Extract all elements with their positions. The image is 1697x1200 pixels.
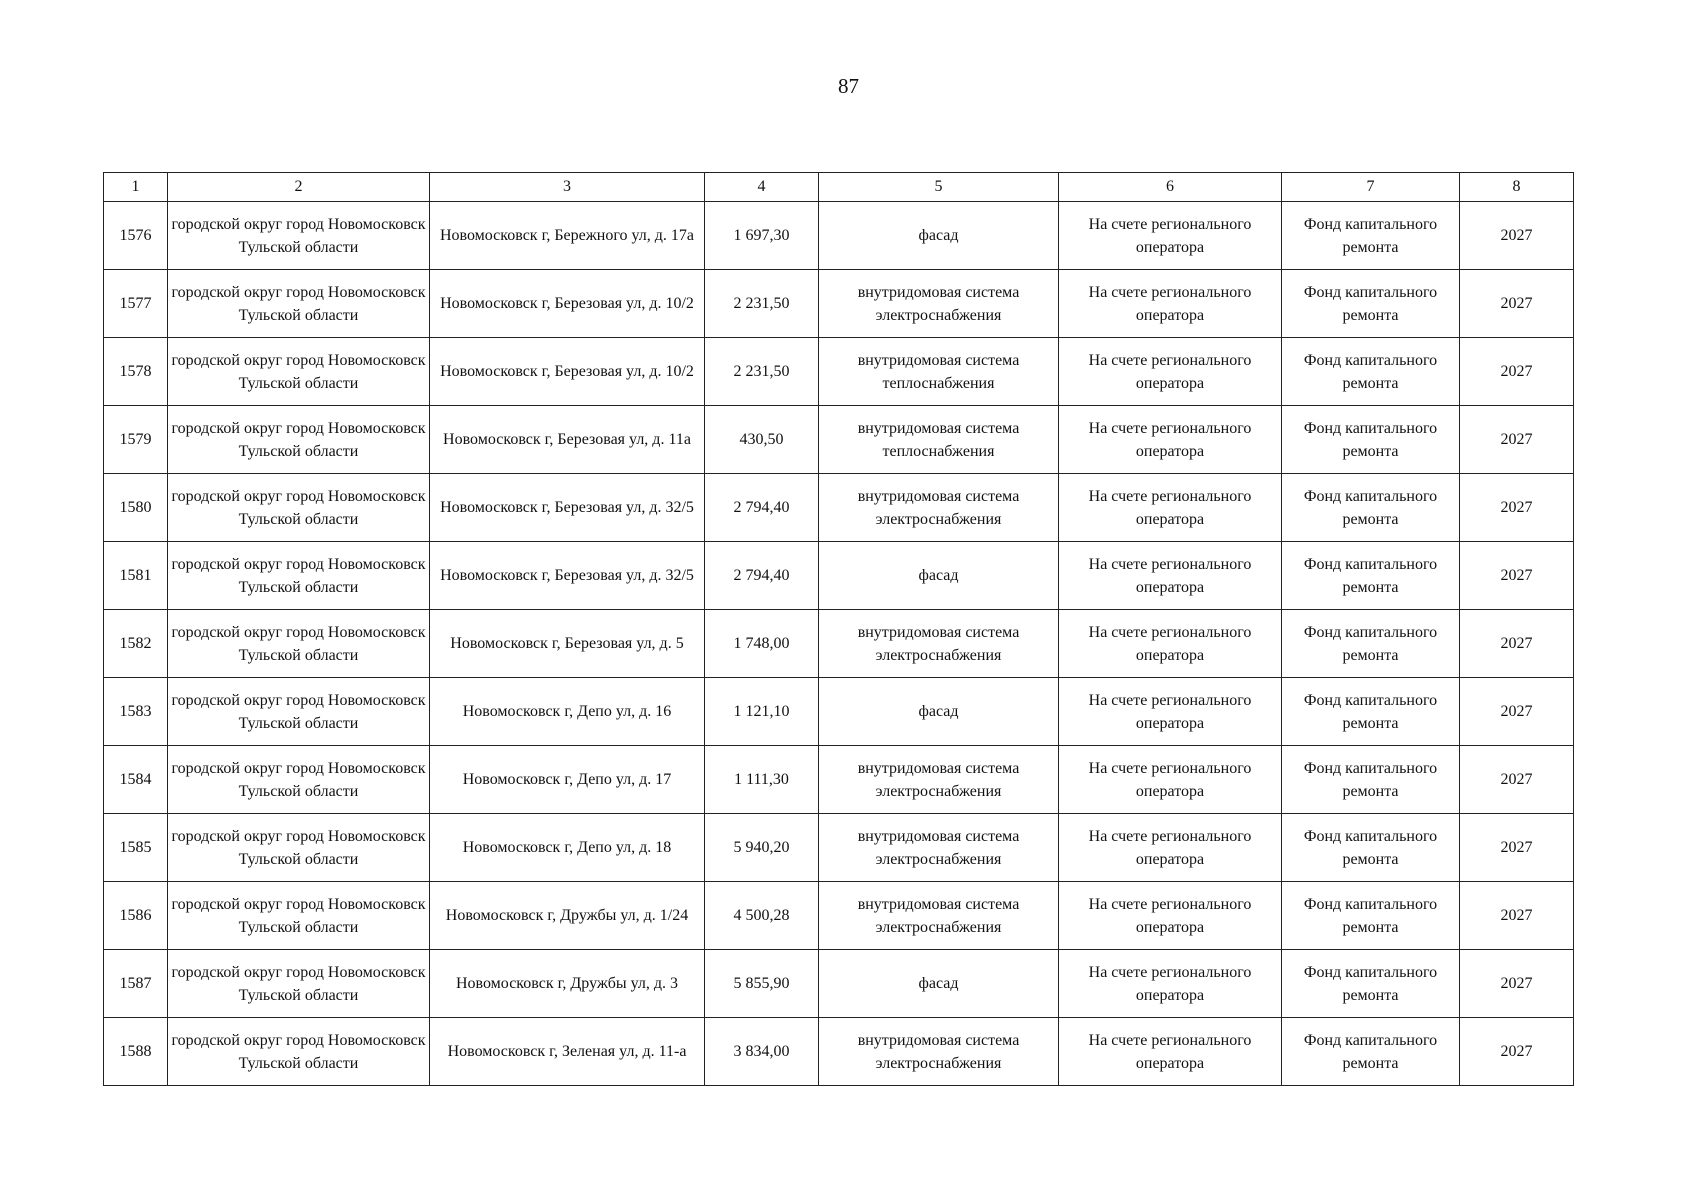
cell-row-number: 1586 (104, 882, 168, 950)
cell-area: 2 794,40 (705, 474, 819, 542)
cell-fund-account: На счете регионального оператора (1059, 746, 1282, 814)
cell-municipality: городской округ город Новомосковск Тульской области (168, 950, 430, 1018)
cell-area: 1 111,30 (705, 746, 819, 814)
cell-fund-account: На счете регионального оператора (1059, 814, 1282, 882)
cell-year: 2027 (1460, 542, 1574, 610)
cell-year: 2027 (1460, 882, 1574, 950)
cell-fund-account: На счете регионального оператора (1059, 542, 1282, 610)
col-header-1: 1 (104, 173, 168, 202)
cell-work-type: внутридомовая система теплоснабжения (819, 406, 1059, 474)
cell-area: 430,50 (705, 406, 819, 474)
cell-work-type: фасад (819, 950, 1059, 1018)
cell-row-number: 1576 (104, 202, 168, 270)
cell-municipality: городской округ город Новомосковск Тульской области (168, 882, 430, 950)
col-header-7: 7 (1282, 173, 1460, 202)
cell-row-number: 1580 (104, 474, 168, 542)
table-row (104, 746, 1574, 814)
cell-row-number: 1581 (104, 542, 168, 610)
cell-address: Новомосковск г, Бережного ул, д. 17а (430, 202, 705, 270)
cell-work-type: внутридомовая система электроснабжения (819, 882, 1059, 950)
cell-area: 4 500,28 (705, 882, 819, 950)
table-row (104, 474, 1574, 542)
cell-year: 2027 (1460, 338, 1574, 406)
cell-municipality: городской округ город Новомосковск Тульской области (168, 610, 430, 678)
cell-year: 2027 (1460, 678, 1574, 746)
cell-fund-account: На счете регионального оператора (1059, 270, 1282, 338)
cell-fund-account: На счете регионального оператора (1059, 406, 1282, 474)
cell-work-type: внутридомовая система электроснабжения (819, 746, 1059, 814)
cell-row-number: 1583 (104, 678, 168, 746)
cell-funding-source: Фонд капитального ремонта (1282, 338, 1460, 406)
col-header-6: 6 (1059, 173, 1282, 202)
cell-area: 1 121,10 (705, 678, 819, 746)
table-row (104, 610, 1574, 678)
cell-year: 2027 (1460, 202, 1574, 270)
cell-municipality: городской округ город Новомосковск Тульской области (168, 338, 430, 406)
table-row (104, 882, 1574, 950)
cell-funding-source: Фонд капитального ремонта (1282, 746, 1460, 814)
cell-fund-account: На счете регионального оператора (1059, 474, 1282, 542)
cell-address: Новомосковск г, Депо ул, д. 16 (430, 678, 705, 746)
cell-year: 2027 (1460, 406, 1574, 474)
table-row (104, 338, 1574, 406)
col-header-4: 4 (705, 173, 819, 202)
cell-municipality: городской округ город Новомосковск Тульской области (168, 474, 430, 542)
cell-fund-account: На счете регионального оператора (1059, 678, 1282, 746)
cell-area: 1 697,30 (705, 202, 819, 270)
cell-row-number: 1579 (104, 406, 168, 474)
cell-year: 2027 (1460, 814, 1574, 882)
cell-funding-source: Фонд капитального ремонта (1282, 406, 1460, 474)
capital-repair-table (103, 172, 1574, 1086)
cell-funding-source: Фонд капитального ремонта (1282, 270, 1460, 338)
header-row (104, 173, 1574, 202)
table-row (104, 202, 1574, 270)
cell-address: Новомосковск г, Березовая ул, д. 5 (430, 610, 705, 678)
cell-fund-account: На счете регионального оператора (1059, 610, 1282, 678)
table-row (104, 950, 1574, 1018)
cell-row-number: 1582 (104, 610, 168, 678)
cell-municipality: городской округ город Новомосковск Тульской области (168, 542, 430, 610)
cell-fund-account: На счете регионального оператора (1059, 882, 1282, 950)
cell-address: Новомосковск г, Березовая ул, д. 10/2 (430, 270, 705, 338)
cell-address: Новомосковск г, Березовая ул, д. 32/5 (430, 542, 705, 610)
cell-address: Новомосковск г, Дружбы ул, д. 3 (430, 950, 705, 1018)
cell-year: 2027 (1460, 474, 1574, 542)
cell-municipality: городской округ город Новомосковск Тульской области (168, 270, 430, 338)
cell-funding-source: Фонд капитального ремонта (1282, 882, 1460, 950)
col-header-5: 5 (819, 173, 1059, 202)
cell-funding-source: Фонд капитального ремонта (1282, 542, 1460, 610)
table-row (104, 270, 1574, 338)
col-header-3: 3 (430, 173, 705, 202)
cell-address: Новомосковск г, Дружбы ул, д. 1/24 (430, 882, 705, 950)
cell-row-number: 1584 (104, 746, 168, 814)
cell-address: Новомосковск г, Депо ул, д. 18 (430, 814, 705, 882)
cell-area: 5 855,90 (705, 950, 819, 1018)
cell-fund-account: На счете регионального оператора (1059, 202, 1282, 270)
cell-area: 1 748,00 (705, 610, 819, 678)
cell-municipality: городской округ город Новомосковск Тульской области (168, 202, 430, 270)
cell-area: 2 231,50 (705, 270, 819, 338)
cell-year: 2027 (1460, 746, 1574, 814)
cell-row-number: 1587 (104, 950, 168, 1018)
cell-address: Новомосковск г, Березовая ул, д. 10/2 (430, 338, 705, 406)
cell-funding-source: Фонд капитального ремонта (1282, 950, 1460, 1018)
cell-work-type: внутридомовая система электроснабжения (819, 610, 1059, 678)
cell-fund-account: На счете регионального оператора (1059, 338, 1282, 406)
cell-municipality: городской округ город Новомосковск Тульской области (168, 746, 430, 814)
cell-municipality: городской округ город Новомосковск Тульской области (168, 406, 430, 474)
cell-work-type: фасад (819, 542, 1059, 610)
table-row (104, 814, 1574, 882)
table-row (104, 678, 1574, 746)
cell-address: Новомосковск г, Депо ул, д. 17 (430, 746, 705, 814)
cell-year: 2027 (1460, 610, 1574, 678)
table-row (104, 1018, 1574, 1086)
cell-funding-source: Фонд капитального ремонта (1282, 474, 1460, 542)
cell-area: 2 794,40 (705, 542, 819, 610)
cell-work-type: внутридомовая система электроснабжения (819, 270, 1059, 338)
cell-work-type: внутридомовая система электроснабжения (819, 814, 1059, 882)
cell-area: 3 834,00 (705, 1018, 819, 1086)
cell-area: 2 231,50 (705, 338, 819, 406)
cell-work-type: внутридомовая система теплоснабжения (819, 338, 1059, 406)
cell-area: 5 940,20 (705, 814, 819, 882)
cell-funding-source: Фонд капитального ремонта (1282, 1018, 1460, 1086)
cell-year: 2027 (1460, 950, 1574, 1018)
cell-work-type: внутридомовая система электроснабжения (819, 1018, 1059, 1086)
cell-address: Новомосковск г, Березовая ул, д. 32/5 (430, 474, 705, 542)
table-row (104, 542, 1574, 610)
cell-year: 2027 (1460, 1018, 1574, 1086)
table-row (104, 406, 1574, 474)
cell-work-type: фасад (819, 202, 1059, 270)
cell-work-type: внутридомовая система электроснабжения (819, 474, 1059, 542)
col-header-8: 8 (1460, 173, 1574, 202)
cell-municipality: городской округ город Новомосковск Тульской области (168, 678, 430, 746)
cell-work-type: фасад (819, 678, 1059, 746)
table-body (104, 202, 1574, 1086)
cell-row-number: 1588 (104, 1018, 168, 1086)
cell-address: Новомосковск г, Зеленая ул, д. 11-а (430, 1018, 705, 1086)
page-number: 87 (838, 74, 859, 98)
cell-funding-source: Фонд капитального ремонта (1282, 610, 1460, 678)
cell-row-number: 1585 (104, 814, 168, 882)
cell-funding-source: Фонд капитального ремонта (1282, 814, 1460, 882)
cell-municipality: городской округ город Новомосковск Тульской области (168, 1018, 430, 1086)
cell-fund-account: На счете регионального оператора (1059, 1018, 1282, 1086)
cell-address: Новомосковск г, Березовая ул, д. 11а (430, 406, 705, 474)
cell-year: 2027 (1460, 270, 1574, 338)
cell-fund-account: На счете регионального оператора (1059, 950, 1282, 1018)
cell-municipality: городской округ город Новомосковск Тульской области (168, 814, 430, 882)
cell-funding-source: Фонд капитального ремонта (1282, 678, 1460, 746)
cell-row-number: 1578 (104, 338, 168, 406)
cell-row-number: 1577 (104, 270, 168, 338)
cell-funding-source: Фонд капитального ремонта (1282, 202, 1460, 270)
col-header-2: 2 (168, 173, 430, 202)
